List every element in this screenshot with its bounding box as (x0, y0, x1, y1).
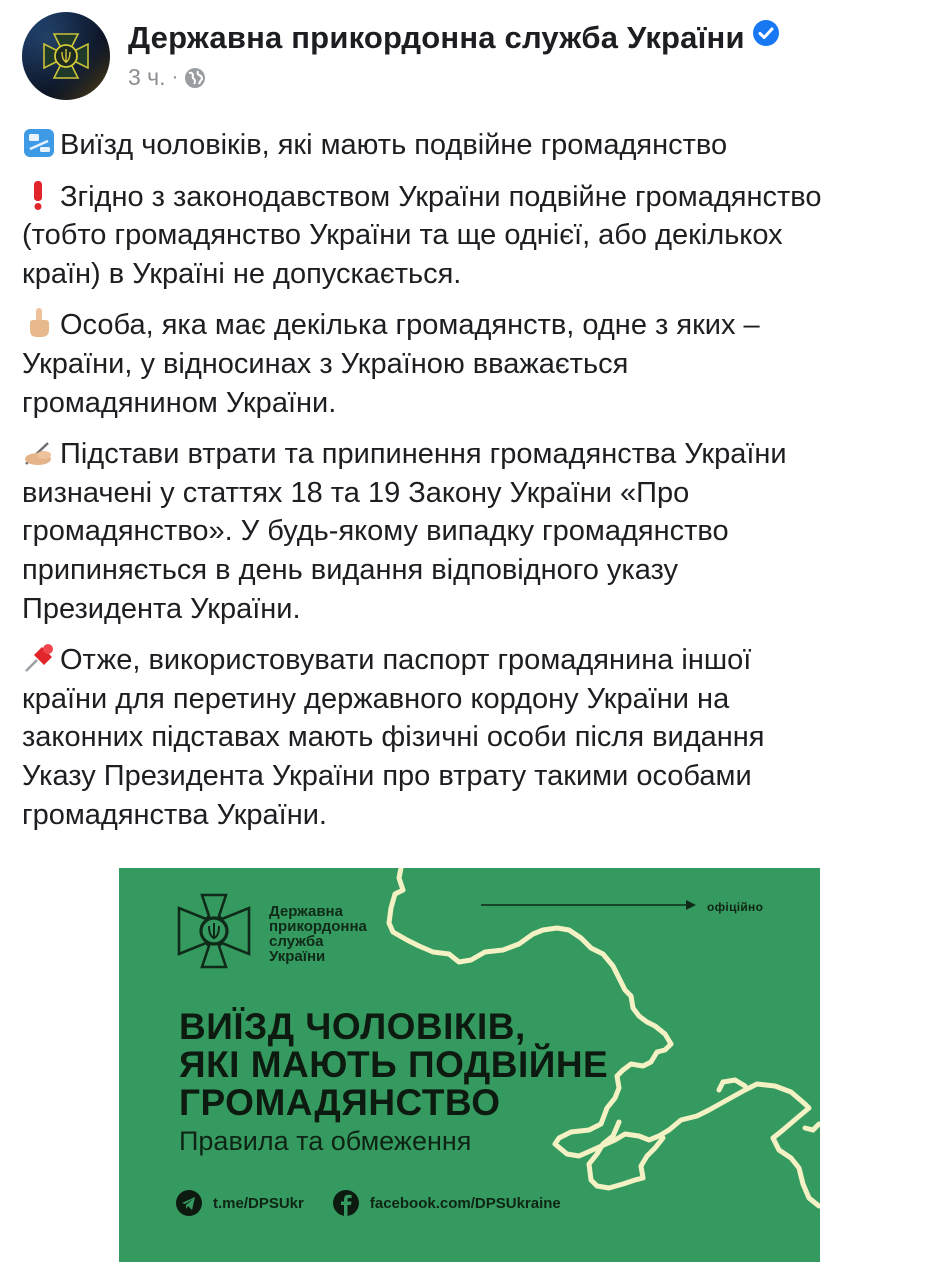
post-body (22, 126, 922, 847)
post-paragraph-conclusion: Отже, використовувати паспорт громадянина іншої країни для перетину державного кордону України на законних підставах мають фізичні особи після видання Указу Президента України про втрату такими особами громадянства України. (22, 644, 765, 831)
post-meta (128, 64, 206, 91)
card-link-facebook: facebook.com/DPSUkraine (332, 1189, 561, 1217)
verified-badge-icon (751, 18, 781, 56)
post-header (0, 0, 939, 110)
card-title: ВИЇЗД ЧОЛОВІКІВ, ЯКІ МАЮТЬ ПОДВІЙНЕ ГРОМАДЯНСТВО (179, 1006, 609, 1123)
post-image-card[interactable] (119, 868, 820, 1262)
post-paragraph-title: Виїзд чоловіків, які мають подвійне громадянство (22, 126, 922, 165)
pointing-up-emoji-icon (22, 308, 56, 338)
card-social-links (175, 1189, 589, 1217)
post-paragraph-grounds: Підстави втрати та припинення громадянства України визначені у статтях 18 та 19 Закону України «Про громадянство». У будь-якому випадку громадянство припиняється в день видання відповідного указу Президента України. (22, 438, 787, 625)
timestamp-link[interactable]: 3 ч. (128, 64, 166, 90)
card-org-name: Державна прикордонна служба України (269, 903, 367, 965)
post-paragraph-law: Згідно з законодавством України подвійне громадянство (тобто громадянство України та ще однієї, або декількох країн) в Україні не допускається. (22, 180, 822, 290)
page-avatar[interactable] (22, 12, 110, 100)
writing-hand-emoji-icon (22, 437, 56, 467)
telegram-icon (175, 1189, 203, 1217)
page-name-link[interactable]: Державна прикордонна служба України (128, 20, 781, 59)
facebook-icon (332, 1189, 360, 1217)
card-link-telegram: t.me/DPSUkr (175, 1189, 304, 1217)
card-subtitle: Правила та обмеження (179, 1126, 472, 1156)
arrow-right-icon (481, 899, 701, 911)
globe-icon[interactable] (184, 67, 206, 89)
id-card-emoji-icon (22, 128, 56, 158)
border-guard-cross-logo-icon (175, 892, 253, 970)
pushpin-emoji-icon (22, 643, 56, 673)
border-guard-emblem-icon (22, 12, 110, 100)
card-official-label: офіційно (707, 900, 764, 914)
meta-separator: · (171, 66, 179, 88)
exclamation-emoji-icon (22, 180, 56, 210)
post-paragraph-person: Особа, яка має декілька громадянств, одне з яких – України, у відносинах з Україною вважається громадянином України. (22, 309, 760, 419)
